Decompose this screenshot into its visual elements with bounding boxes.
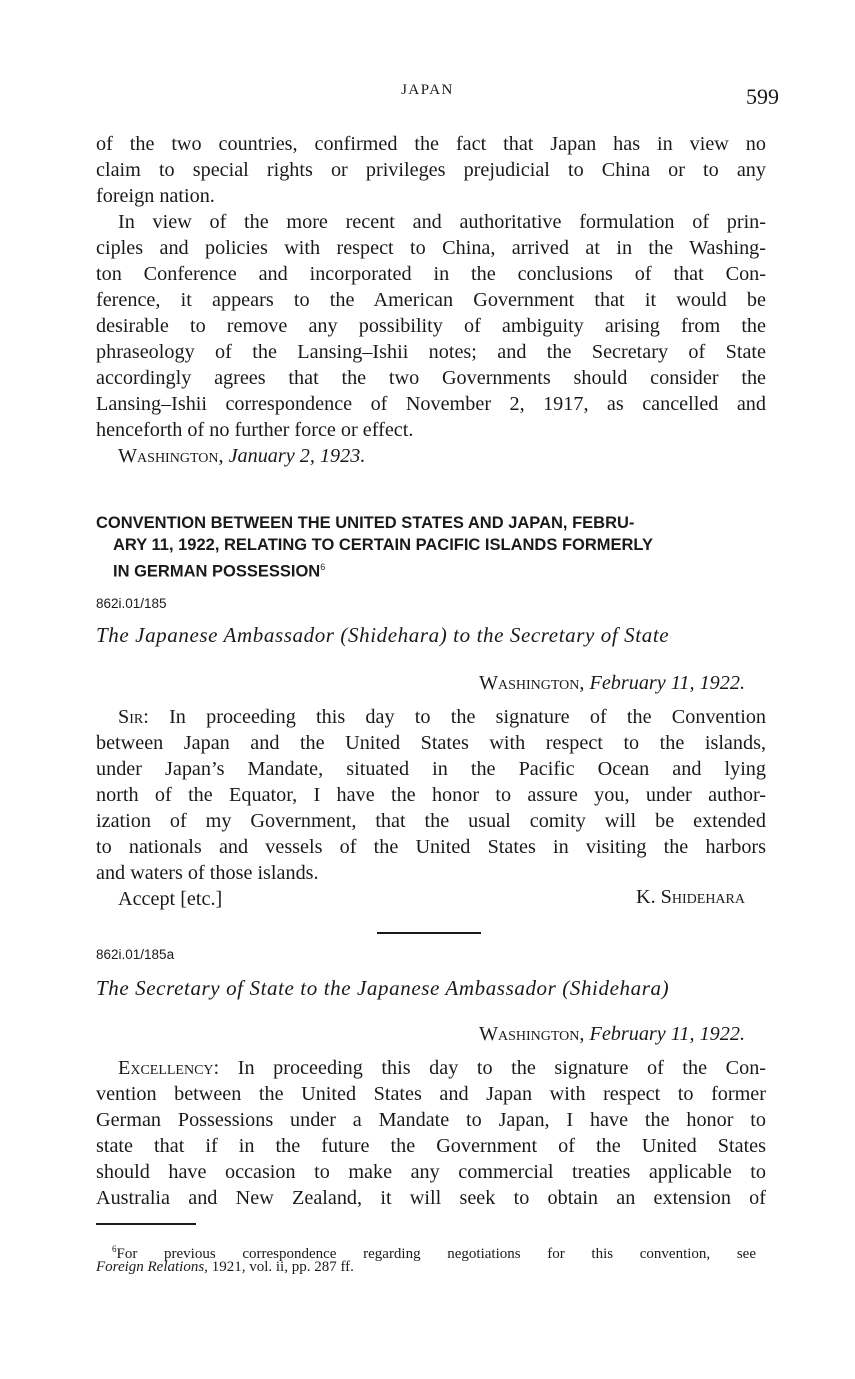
salutation: Sir: xyxy=(118,706,149,728)
footnote-rule xyxy=(96,1223,196,1225)
dateline-date: February 11, 1922. xyxy=(589,1023,745,1045)
heading-text: IN GERMAN POSSESSION xyxy=(113,562,321,581)
text-line: Lansing–Ishii correspondence of November 2, 1917, as cancelled and xyxy=(96,393,766,415)
text-line: to nationals and vessels of the United States in visiting the harbors xyxy=(96,836,766,858)
text-line: state that if in the future the Government of the United States xyxy=(96,1135,766,1157)
document-title: The Japanese Ambassador (Shidehara) to the Secretary of State xyxy=(96,623,670,647)
text-line: German Possessions under a Mandate to Japan, I have the honor to xyxy=(96,1109,766,1131)
text: In proceeding this day to the signature of the Con- xyxy=(237,1057,767,1079)
section-heading-line: ARY 11, 1922, RELATING TO CERTAIN PACIFIC ISLANDS FORMERLY xyxy=(113,536,654,554)
footnote-marker: 6 xyxy=(112,1244,117,1254)
text-line: between Japan and the United States with respect to the islands, xyxy=(96,732,766,754)
text-line xyxy=(118,704,766,731)
signature: K. Shidehara xyxy=(635,886,745,908)
dateline-date: January 2, 1923. xyxy=(228,445,366,467)
text-line: vention between the United States and Japan with respect to former xyxy=(96,1083,766,1105)
text-line: ization of my Government, that the usual comity will be extended xyxy=(96,810,766,832)
text-line xyxy=(118,1055,766,1082)
page-number: 599 xyxy=(746,84,779,109)
dateline-place: Washington, xyxy=(478,672,585,694)
text-line: In view of the more recent and authoritative formulation of prin- xyxy=(118,211,766,233)
text-line: claim to special rights or privileges prejudicial to China or to any xyxy=(96,159,766,181)
text-line: should have occasion to make any commercial treaties applicable to xyxy=(96,1161,766,1183)
running-head: JAPAN xyxy=(401,82,454,98)
footnote-text: For previous correspondence regarding negotiations for this convention, see xyxy=(116,1246,756,1262)
dateline-date: February 11, 1922. xyxy=(589,672,745,694)
text-line: accordingly agrees that the two Governments should consider the xyxy=(96,367,766,389)
text-line: henceforth of no further force or effect. xyxy=(96,419,414,441)
text-line: under Japan’s Mandate, situated in the Pacific Ocean and lying xyxy=(96,758,766,780)
dateline xyxy=(118,443,766,470)
document-title: The Secretary of State to the Japanese Ambassador (Shidehara) xyxy=(96,976,670,1000)
separator-rule xyxy=(377,932,481,934)
section-heading-line xyxy=(113,556,325,583)
closing: Accept [etc.] xyxy=(118,888,223,910)
footnote-ref: 6 xyxy=(320,562,326,572)
text-line: foreign nation. xyxy=(96,185,215,207)
text-line: ference, it appears to the American Government that it would be xyxy=(96,289,766,311)
footnote-line xyxy=(96,1258,756,1276)
text-line: of the two countries, confirmed the fact that Japan has in view no xyxy=(96,133,766,155)
text-line: phraseology of the Lansing–Ishii notes; and the Secretary of State xyxy=(96,341,766,363)
section-heading-line: CONVENTION BETWEEN THE UNITED STATES AND JAPAN, FEBRU- xyxy=(96,514,635,532)
text-line: ton Conference and incorporated in the conclusions of that Con- xyxy=(96,263,766,285)
file-number: 862i.01/185 xyxy=(96,596,167,611)
dateline-place: Washington, xyxy=(118,445,224,467)
text-line: ciples and policies with respect to China, arrived at in the Washing- xyxy=(96,237,766,259)
footnote-text: 1921, vol. ii, pp. 287 ff. xyxy=(211,1259,354,1275)
text: In proceeding this day to the signature of the Convention xyxy=(169,706,767,728)
text-line: and waters of those islands. xyxy=(96,862,319,884)
footnote-source: Foreign Relations, xyxy=(96,1259,208,1275)
salutation: Excellency: xyxy=(118,1057,220,1079)
text-line: Australia and New Zealand, it will seek to obtain an extension of xyxy=(96,1187,766,1209)
dateline xyxy=(479,1023,745,1046)
text-line: north of the Equator, I have the honor to assure you, under author- xyxy=(96,784,766,806)
file-number: 862i.01/185a xyxy=(96,947,175,962)
dateline xyxy=(479,672,745,695)
dateline-place: Washington, xyxy=(478,1023,585,1045)
text-line: desirable to remove any possibility of ambiguity arising from the xyxy=(96,315,766,337)
